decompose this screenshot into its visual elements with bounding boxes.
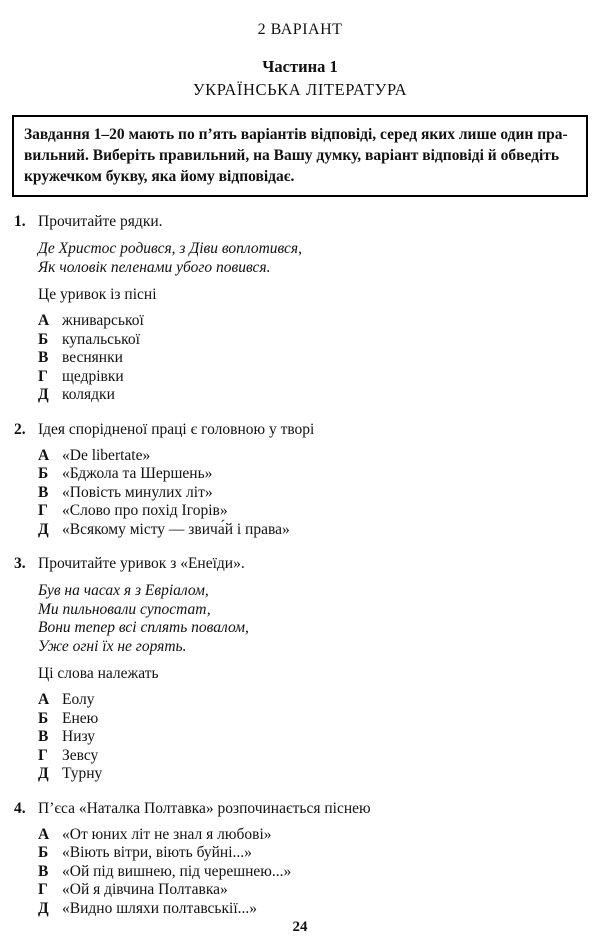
option-text: «Бджола та Шершень»	[62, 465, 213, 482]
question-2	[14, 420, 588, 540]
option-text: «De libertate»	[62, 446, 151, 464]
option-row	[38, 765, 588, 784]
option-letter: Г	[38, 881, 48, 898]
option-text: Енею	[62, 709, 99, 727]
option-row	[38, 484, 588, 503]
option-row	[38, 728, 588, 747]
option-row	[38, 386, 588, 405]
variant-title: 2 ВАРІАНТ	[257, 21, 343, 38]
instructions-line: кружечком букву, яка йому відповідає.	[24, 168, 295, 185]
option-text: «Видно шляхи полтавськії...»	[62, 899, 258, 917]
option-text: жниварської	[62, 312, 144, 329]
option-row	[38, 447, 588, 466]
question-1-verse	[38, 240, 588, 277]
option-row	[38, 747, 588, 766]
question-3	[14, 554, 588, 784]
question-followup: Це уривок із пісні	[38, 286, 157, 303]
question-prompt: Ідея спорідненої праці є головною у творі	[38, 420, 315, 438]
option-letter: Д	[38, 765, 49, 782]
option-letter: А	[38, 691, 50, 708]
option-text: «Ой під вишнею, під черешнею...»	[62, 862, 292, 880]
question-prompt: Прочитайте рядки.	[38, 213, 163, 230]
question-prompt: П’єса «Наталка Полтавка» розпочинається піснею	[38, 799, 371, 817]
option-letter: Б	[38, 330, 49, 348]
option-text: Турну	[62, 765, 103, 782]
question-number: 1.	[14, 213, 26, 230]
option-text: «Слово про похід Ігорів»	[62, 502, 228, 519]
question-4-options	[38, 826, 588, 919]
option-letter: А	[38, 446, 50, 464]
questions-list	[12, 212, 588, 918]
option-text: «Віють вітри, віють буйні...»	[62, 844, 252, 861]
instructions-box	[12, 115, 588, 197]
question-3-verse	[38, 582, 588, 656]
option-row	[38, 844, 588, 863]
option-row	[38, 863, 588, 882]
option-row	[38, 826, 588, 845]
option-row	[38, 521, 588, 540]
option-text: «Ой я дівчина Полтавка»	[62, 881, 228, 898]
instructions-line: Завдання 1–20 мають по п’ять варіантів відповіді, серед яких лише один пра-	[24, 126, 568, 143]
page-header	[12, 20, 588, 100]
option-text: Еолу	[62, 691, 95, 708]
option-letter: Д	[38, 386, 49, 403]
option-row	[38, 502, 588, 521]
option-row	[38, 465, 588, 484]
option-text: Зевсу	[62, 746, 99, 764]
option-row	[38, 331, 588, 350]
option-text: купальської	[62, 330, 140, 348]
question-number: 2.	[14, 420, 26, 438]
verse-line: Ми пильновали супостат,	[38, 600, 211, 618]
verse-line: Уже огні їх не горять.	[38, 637, 187, 655]
question-4-head	[14, 799, 588, 818]
question-3-head	[14, 554, 588, 573]
verse-line: Вони тепер всі сплять повалом,	[38, 619, 249, 636]
option-letter: В	[38, 862, 49, 880]
verse-line: Був на часах я з Евріалом,	[38, 582, 209, 599]
option-text: «Всякому місту — звича́й і права»	[62, 520, 290, 538]
option-letter: Б	[38, 465, 49, 482]
option-row	[38, 710, 588, 729]
subject-title: УКРАЇНСЬКА ЛІТЕРАТУРА	[192, 80, 408, 99]
instructions-line: вильний. Виберіть правильний, на Вашу думку, варіант відповіді й обведіть	[24, 147, 560, 164]
option-letter: Д	[38, 899, 49, 917]
question-followup: Ці слова належать	[38, 665, 159, 682]
option-row	[38, 349, 588, 368]
option-letter: Г	[38, 367, 48, 385]
option-letter: Г	[38, 502, 48, 519]
question-1-options	[38, 312, 588, 405]
part-title: Частина 1	[262, 57, 338, 76]
question-1-head	[14, 212, 588, 231]
question-number: 4.	[14, 799, 26, 817]
verse-line: Де Христос родився, з Діви воплотився,	[38, 240, 302, 257]
option-letter: В	[38, 349, 49, 366]
question-1	[14, 212, 588, 405]
option-letter: Д	[38, 520, 49, 538]
option-text: Низу	[62, 728, 96, 745]
question-number: 3.	[14, 555, 26, 572]
option-text: колядки	[62, 386, 115, 403]
question-2-head	[14, 420, 588, 439]
option-text: веснянки	[62, 349, 123, 366]
option-text: щедрівки	[62, 367, 124, 385]
option-row	[38, 312, 588, 331]
option-letter: Б	[38, 709, 49, 727]
option-row	[38, 368, 588, 387]
option-text: «От юних літ не знал я любові»	[62, 825, 272, 843]
question-4	[14, 799, 588, 919]
option-text: «Повість минулих літ»	[62, 483, 213, 501]
option-row	[38, 691, 588, 710]
option-letter: В	[38, 728, 49, 745]
option-letter: А	[38, 312, 50, 329]
option-letter: Б	[38, 844, 49, 861]
verse-line: Як чоловік пеленами убого повився.	[38, 258, 271, 276]
option-row	[38, 881, 588, 900]
page-number: 24	[292, 919, 308, 935]
question-prompt: Прочитайте уривок з «Енеїди».	[38, 555, 245, 572]
option-row	[38, 900, 588, 919]
option-letter: А	[38, 825, 50, 843]
option-letter: Г	[38, 746, 48, 764]
question-3-options	[38, 691, 588, 784]
question-2-options	[38, 447, 588, 540]
option-letter: В	[38, 483, 49, 501]
